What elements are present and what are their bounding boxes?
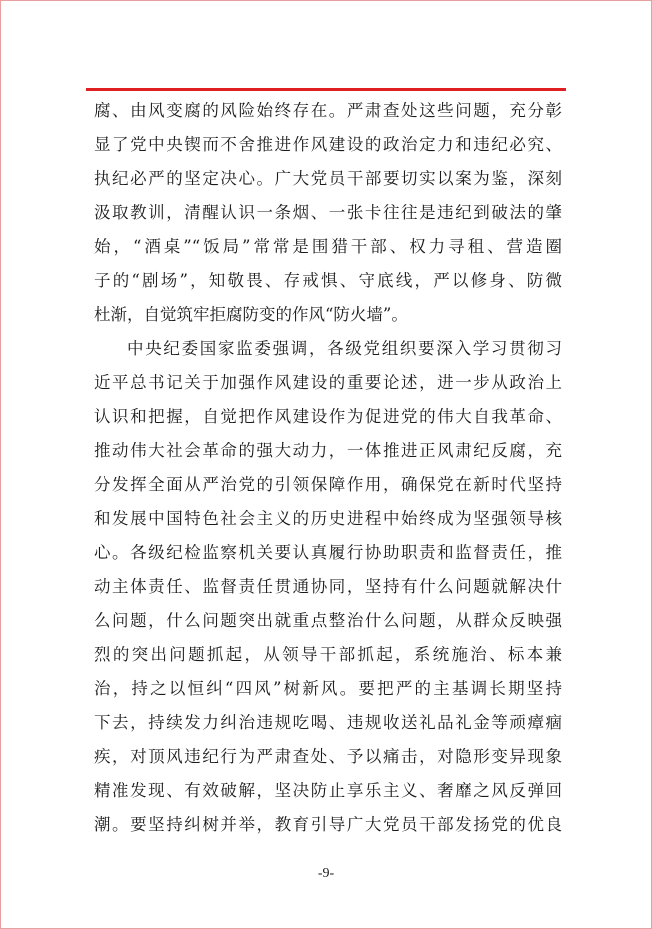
document-body bbox=[94, 94, 562, 842]
paragraph-1-line: 始，“酒桌”“饭局”常常是围猎干部、权力寻租、营造圈 bbox=[94, 237, 562, 256]
paragraph-1-line: 杜渐，自觉筑牢拒腐防变的作风“防火墙”。 bbox=[94, 305, 408, 324]
paragraph-2-line: 推动伟大社会革命的强大动力，一体推进正风肃纪反腐，充 bbox=[94, 441, 562, 460]
paragraph-2-line: 么问题，什么问题突出就重点整治什么问题，从群众反映强 bbox=[94, 611, 562, 630]
paragraph-2-line: 心。各级纪检监察机关要认真履行协助职责和监督责任，推 bbox=[94, 543, 562, 562]
paragraph-1-line: 执纪必严的坚定决心。广大党员干部要切实以案为鉴，深刻 bbox=[94, 169, 562, 188]
paragraph-2-line: 疾，对顶风违纪行为严肃查处、予以痛击，对隐形变异现象 bbox=[94, 747, 562, 766]
paragraph-2-line: 烈的突出问题抓起，从领导干部抓起，系统施治、标本兼 bbox=[94, 645, 562, 664]
paragraph-2-line: 认识和把握，自觉把作风建设作为促进党的伟大自我革命、 bbox=[94, 407, 562, 426]
red-header-rule bbox=[86, 88, 566, 91]
paragraph-1-line: 汲取教训，清醒认识一条烟、一张卡往往是违纪到破法的肇 bbox=[94, 203, 562, 222]
paragraph-2-line: 和发展中国特色社会主义的历史进程中始终成为坚强领导核 bbox=[94, 509, 562, 528]
paragraph-2-line: 近平总书记关于加强作风建设的重要论述，进一步从政治上 bbox=[94, 373, 562, 392]
paragraph-2-line: 中央纪委国家监委强调，各级党组织要深入学习贯彻习 bbox=[127, 339, 562, 358]
paragraph-2-line: 分发挥全面从严治党的引领保障作用，确保党在新时代坚持 bbox=[94, 475, 562, 494]
paragraph-2-line: 治，持之以恒纠“四风”树新风。要把严的主基调长期坚持 bbox=[94, 679, 562, 698]
paragraph-1-line: 子的“剧场”，知敬畏、存戒惧、守底线，严以修身、防微 bbox=[94, 271, 562, 290]
paragraph-1-line: 显了党中央锲而不舍推进作风建设的政治定力和违纪必究、 bbox=[94, 135, 562, 154]
paragraph-2-line: 潮。要坚持纠树并举，教育引导广大党员干部发扬党的优良 bbox=[94, 815, 562, 834]
page-number: -9- bbox=[317, 866, 335, 881]
paragraph-2-line: 动主体责任、监督责任贯通协同，坚持有什么问题就解决什 bbox=[94, 577, 562, 596]
paragraph-2-line: 精准发现、有效破解，坚决防止享乐主义、奢靡之风反弹回 bbox=[94, 781, 562, 800]
paragraph-1-line: 腐、由风变腐的风险始终存在。严肃查处这些问题，充分彰 bbox=[94, 101, 562, 120]
paragraph-2 bbox=[94, 332, 562, 842]
paragraph-1 bbox=[94, 94, 562, 332]
paragraph-2-line: 下去，持续发力纠治违规吃喝、违规收送礼品礼金等顽瘴痼 bbox=[94, 713, 562, 732]
